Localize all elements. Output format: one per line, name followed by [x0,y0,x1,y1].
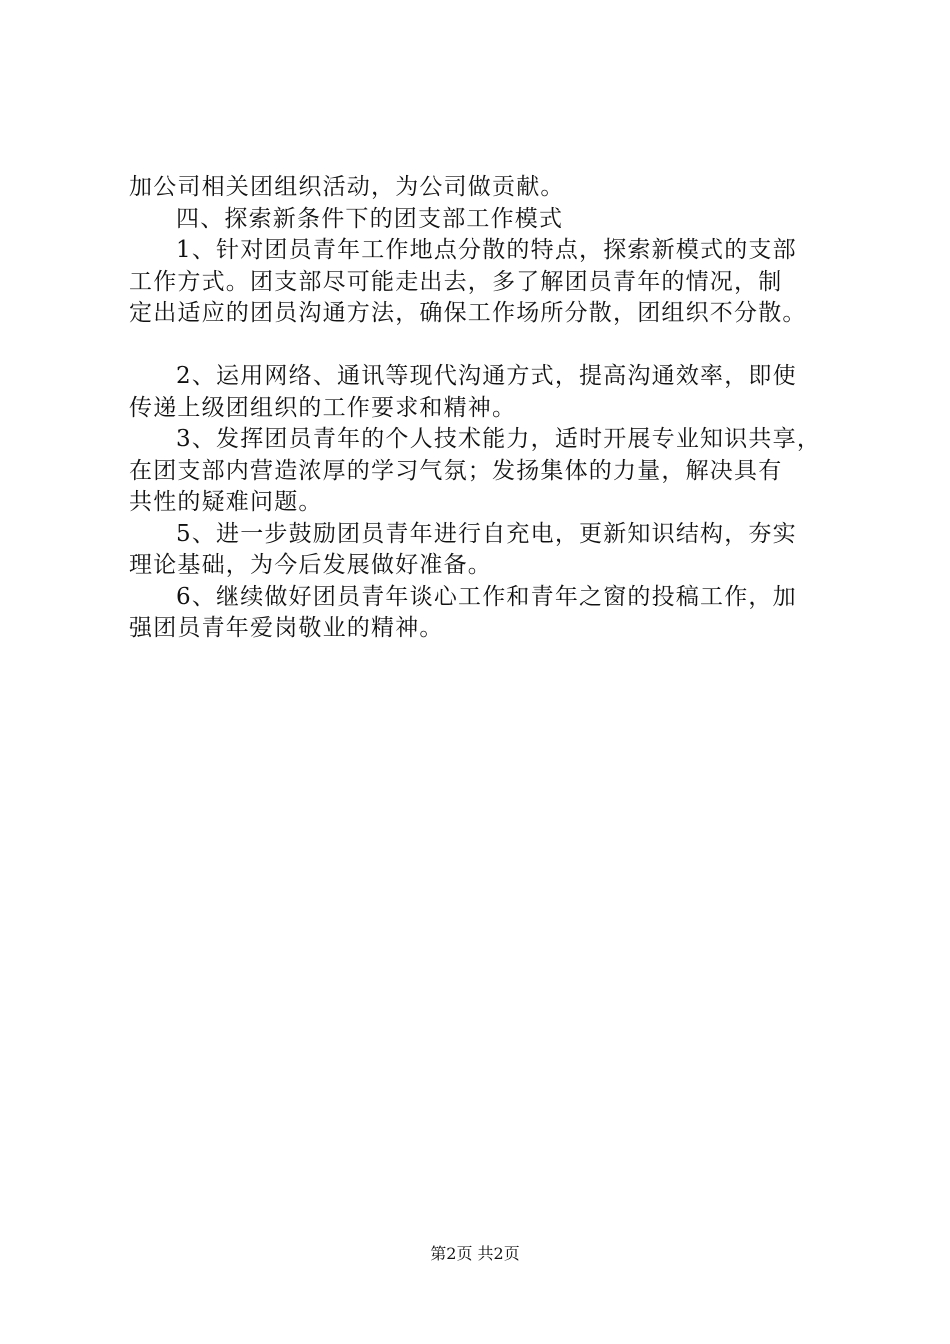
text-line: 理论基础，为今后发展做好准备。 [129,552,492,578]
text-line: 6、继续做好团员青年谈心工作和青年之窗的投稿工作，加 [176,583,797,610]
document-body [129,172,844,645]
section-heading: 四、探索新条件下的团支部工作模式 [176,205,564,232]
text-line: 3、发挥团员青年的个人技术能力，适时开展专业知识共享， [176,426,822,452]
text-line: 加公司相关团组织活动，为公司做贡献。 [129,174,565,200]
page-number-footer: 第2页 共2页 [430,1244,520,1263]
text-line: 1、针对团员青年工作地点分散的特点，探索新模式的支部 [176,237,797,263]
text-line: 2、运用网络、通讯等现代沟通方式，提高沟通效率，即使 [176,363,797,389]
text-line: 工作方式。团支部尽可能走出去，多了解团员青年的情况，制 [129,268,783,295]
paragraph-spacer [129,330,844,362]
text-line: 传递上级团组织的工作要求和精神。 [129,394,517,421]
text-line: 5、进一步鼓励团员青年进行自充电，更新知识结构，夯实 [176,520,797,547]
text-line: 定出适应的团员沟通方法，确保工作场所分散，团组织不分散。 [129,300,807,326]
text-line: 在团支部内营造浓厚的学习气氛；发扬集体的力量，解决具有 [129,457,783,484]
text-line: 强团员青年爱岗敬业的精神。 [129,615,444,641]
text-line: 共性的疑难问题。 [129,489,323,515]
